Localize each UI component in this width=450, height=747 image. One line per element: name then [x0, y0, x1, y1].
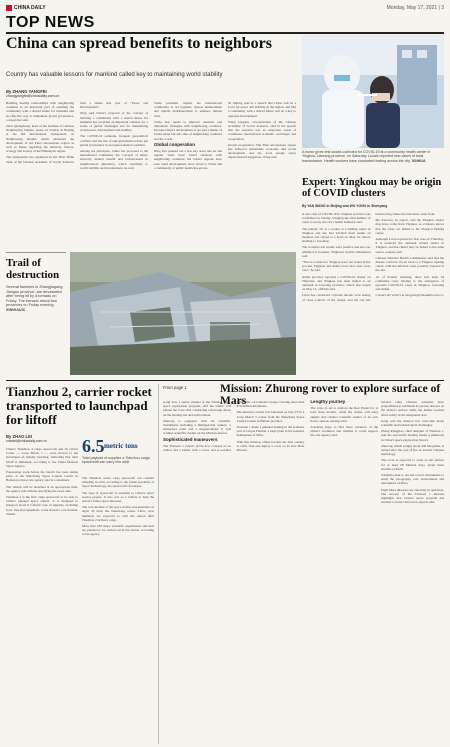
lead-paragraph: Some problems require the international community to act together, oppose unilateralism and uphold multilateralism to enhance mutual trust.	[154, 101, 222, 118]
lead-paragraph: Global cooperation: The Tibet autonomous region has achieved remarkable economic and social development and the local people enjoy unprecedented happiness, Wang said.	[228, 142, 296, 160]
mars-sidebar-body	[381, 400, 444, 743]
expert-paragraph: Ma Xiaowei, an expert, said the Yingkou cluster may have come from Yingkou, as evidence shows that the cases are linked to the Yingkou bathing center.	[375, 218, 444, 235]
tornado-damage-photo	[70, 252, 296, 375]
tianzhou-paragraph: More than 100 major scientific experiments and tests are planned to be carried out in the station, according to the agency.	[82, 524, 154, 537]
tianzhou-paragraph: China's Tianzhou 2 cargo spacecraft and its carrier rocket — Long March 7 — were moved to the launchpad on Sunday morning, indicating that their liftoff is imminent, according to the China Manned Space Agency.	[6, 447, 78, 468]
mars-paragraph: Tianwen 1 made a planned landing in the southern part of Utopia Planitia, a large plain in the northern hemisphere of Mars.	[236, 425, 305, 438]
lead-paragraph: The symposium was organized by the Tibet Think Tank of the Chinese Academy of Social Sciences with a theme this year of "Peace and Development".	[6, 101, 148, 164]
tianzhou-paragraph: The type of spacecraft is essential to China's space station project. It also acts as a vehicle to help the nation's future space missions.	[82, 490, 154, 504]
mars-sidebar-paragraph: The rover is expected to work on the surface for at least 90 Martian days, about three months on Earth.	[381, 458, 444, 471]
mars-sidebar-paragraph: Zhurong, which weighs about 240 kilograms, is named after the god of fire in ancient Chinese mythology.	[381, 443, 444, 457]
mars-paragraph: The Tianwen 1 robotic probe now consists of an orbiter and a lander with a rover, and it reached Mars after a 6.5-month voyage covering more than 470 million kilometers.	[163, 400, 305, 453]
covid-testing-photo	[302, 35, 444, 148]
expert-byline: By YAN WANG in Beijing and WU YONG in Shenyang	[302, 204, 388, 208]
trail-caption-text: Several factories in Zhangjiagang, Jiangsu province, are devastated after being hit by a tornado on Friday. The tornado struck two provinces on Friday evening.	[6, 285, 64, 308]
mars-paragraph: The rover is set to explore the Red Planet for at least three months, while the orbiter will relay signals and conduct scientific studies of its own from a remote sensing orbit.	[310, 406, 378, 423]
trail-caption-credit: XINHUA/IC	[6, 307, 26, 312]
section-rule	[6, 32, 444, 34]
tianzhou-paragraph: The Tianzhou series cargo spacecraft can conduct refueling in orbit, according to the China Academy of Space Technology, the spacecraft's developer.	[82, 476, 154, 489]
expert-paragraph: The woman's test results were positive and she was admitted to hospital, Yingkou's health commission said.	[302, 245, 371, 258]
trail-rule	[6, 252, 66, 253]
lead-paragraph: Xing said China's proposal of the concept of building a community with a shared future for mankind has provided an important solution for a series of global challenges and for maintaining world peace, development and stability.	[80, 111, 148, 133]
expert-contact: Contact the writers at yangyan@chinadaily.com.cn	[375, 293, 444, 298]
lead-paragraph: The COVID-19 outbreak, frequent geopolitical conflicts and the rise of anti-globalization have put global governance in an unprecedented condition.	[80, 134, 148, 147]
mars-paragraph: Geng Yan, a senior planner at the Chinese deep-space exploration program, said the lander will release the rover after conducting a thorough check on the landing site and environment.	[163, 400, 231, 417]
covid-photo-caption	[302, 150, 444, 163]
lead-deck: Country has valuable lessons for mankind called key to maintaining world stability	[6, 72, 223, 78]
tianzhou-paragraph: The core module of the space station was launched on April 29 from the Wenchang center. Three crew members are expected to visit the station after Tianzhou 2 delivers cargo.	[82, 505, 154, 522]
lead-paragraph: Wang Lingxiu, vice-president of the Chinese Academy of Social Sciences, said in his speech that the research was an important result of continuous international academic exchanges and cooperation.	[228, 119, 296, 141]
lead-paragraph: Zhou Qiangzheng, head of the Institute of Chinese Neighboring Studies, spoke on Sunday in Beijing at the 6th International Symposium on Neighboring Studies, which addressed the development of the Tibet autonomous region as well as issues regarding the ethnicity, history, ecology and society of the Himalayan region.	[6, 124, 74, 154]
expert-paragraph: Anhui province reported a COVID-19 cluster on Thursday, and Yingkou has been linked to an outbreak in Liaoning province, which also began on May 13, officials said.	[302, 274, 371, 292]
lead-paragraph: Building healthy relationships with neighboring countries is an important part of enabling the community with a shared future for mankind and an effective way to implement global governance, a researcher said.	[6, 101, 74, 122]
lead-paragraph: Xi Jinping said in a speech that China will be a force for peace and stability in the region, and that a community with a shared future will be a key to regional development.	[228, 101, 296, 118]
page-separator: |	[438, 5, 442, 11]
expert-paragraph: As of Sunday morning, there had been 34 confirmed cases relating to the emergence of sporadic COVID-19 cases in Yingkou, Liaoning and Anhui.	[375, 274, 444, 292]
lead-subhead: Global cooperation	[154, 141, 196, 147]
covid-caption-text: A nurse gives test swabs collected for COVID-19 at a community health center in Yingkou, Liaoning province, on Saturday. Locals reported new cases of local transmission. Health workers have conducted testing across the city.	[302, 150, 431, 163]
mars-sidebar-paragraph: Eight Mars missions are currently in operation. The success of the Tianwen 1 mission highlights that China's space program has reached a world-class level, experts said.	[381, 487, 444, 505]
tianzhou-paragraph: Preparation work before the launch has been taking place at the Wenchang Space Launch Center in Hainan province, the agency said in a statement.	[6, 470, 78, 483]
mars-subhead: Lengthy journey	[310, 400, 346, 404]
mars-paragraph: Zhurong is equipped with six scientific instruments including a multispectral camera, a subsurface radar and a magnetometer. It will conduct scientific studies on the Martian surface.	[163, 418, 231, 436]
logo-text: CHINA DAILY	[14, 5, 46, 11]
column-divider	[158, 384, 159, 744]
expert-paragraph: The patient, 50, is a worker at a bathing center in Yingkou and she had traveled from Anhui on business and stayed at a hotel on May 14, before heading to Liaoning.	[302, 226, 371, 244]
logo-icon	[6, 5, 12, 11]
lead-paragraph: China also needs to improve relations and diplomatic strategies with neighboring countries, because China's development is not just a matter of China alone but also that of neighboring countries and the world.	[154, 119, 222, 141]
mars-subhead: Sophisticated maneuvers	[163, 436, 218, 442]
expert-paragraph: Lu'an has conducted citywide nucleic acid testing of close contacts of the cluster, and the city has been tracing where the infections came from.	[302, 212, 436, 302]
mars-paragraph: With this mission, China became the first country to orbit, land and deploy a rover on its first Mars mission.	[236, 439, 305, 453]
tianzhou-body-col-2	[82, 476, 154, 743]
mars-from-page: From page 1	[163, 385, 187, 390]
lead-email: zhangyangfei@chinadaily.com.cn	[6, 94, 60, 98]
mars-body	[163, 400, 378, 743]
tianzhou-paragraph: The vehicle will be launched at an appropriate time, the agency said without specifying the exact date.	[6, 484, 78, 493]
lead-paragraph: Among the principles, China has proposed to the international community the concepts of amity, sincerity, mutual benefit and inclusiveness in neighborhood diplomacy, which contribute to world stability and development, he said.	[80, 149, 148, 170]
trail-headline: Trail of destruction	[6, 257, 60, 281]
expert-body	[302, 212, 444, 376]
covid-testing-illustration	[302, 35, 444, 148]
issue-info	[387, 5, 444, 11]
issue-date: Monday, May 17, 2021	[386, 5, 438, 11]
page-number: 3	[441, 5, 444, 11]
stat-unit: metric tons	[104, 442, 138, 450]
mars-sidebar-paragraph: Zhang Rongqiao, chief designer of Tianwen 1, said the successful landing marks a milestone in China's space exploration history.	[381, 429, 444, 442]
covid-caption-credit: XINHUA	[411, 158, 426, 163]
stat-caption: Total payload of supplies a Tianzhou cargo spacecraft can carry into orbit	[82, 456, 150, 465]
section-title: TOP NEWS	[6, 14, 95, 31]
lead-paragraph: Xing also pointed out a few key areas that he and regular visits have found relations with neighboring countries: the border regions have seen rapid development, more travel to China and a community of public health has grown.	[154, 149, 222, 170]
tianzhou-paragraph: Tianzhou 2 is the first cargo spacecraft to be sent to China's planned space station. It is designed to transport about 6.5 metric tons of supplies, including food, fuel and equipment, to the station's core module, Tianhe.	[6, 495, 78, 516]
china-daily-logo	[6, 5, 46, 11]
mars-sidebar-paragraph: Scientists plan to use the rover's instruments to study the topography, soil, environment and atmosphere of Mars.	[381, 473, 444, 486]
expert-paragraph: Although Lu'an reported its first case on Thursday, it is believed the outbreak started earlier in Yingkou, and the cluster may be linked to the same source, experts said.	[375, 237, 444, 254]
lead-headline: China can spread benefits to neighbors	[6, 35, 272, 52]
lead-body	[6, 101, 296, 249]
tornado-damage-illustration	[70, 252, 296, 375]
lead-byline: By ZHANG YANGFEI	[6, 89, 47, 94]
mars-sidebar-paragraph: Geng said the mission has overcome many scientific and technological challenges.	[381, 418, 444, 428]
mars-headline: Mission: Zhurong rover to explore surface of Mars	[220, 383, 441, 407]
mars-sidebar-paragraph: Several other Chinese scientists have programmed to landmark its precise descent on the planet's surface while the lander touched down safely in the designated area.	[381, 400, 444, 417]
mars-paragraph: Scientists hope to find more evidence of the planet's evolution and whether it could support life, the agency said.	[310, 425, 378, 438]
stat-value: 6.5	[82, 436, 105, 456]
mars-paragraph: The mission's orbiter was launched on July 23 by a Long March 5 rocket from the Wenchang Space Launch Center in Hainan province.	[236, 410, 305, 423]
expert-paragraph: A new case of COVID-19 in Yingkou province was confirmed on Sunday, bringing the total number of cases to seven, the city's health authority said.	[302, 212, 371, 225]
trail-caption	[6, 285, 66, 313]
expert-headline: Expert: Yingkou may be origin of COVID clusters	[302, 177, 442, 199]
expert-paragraph: "The two related to Yingkou were not found in the process. Yingkou and Anhui prove that cases cross over," he said.	[302, 260, 371, 273]
tianzhou-headline: Tianzhou 2, carrier rocket transported to launchpad for liftoff	[6, 384, 152, 427]
tianzhou-email: zhaolei@chinadaily.com.cn	[6, 439, 47, 443]
tianzhou-byline: By ZHAO LEI	[6, 434, 33, 439]
expert-paragraph: Chinese National Health Commission said that the disease could be traced back to a Yingkou bathing center, with the infected cases possibly exposed at the site.	[375, 255, 444, 273]
tianzhou-body-col-1	[6, 447, 78, 743]
mid-rule	[6, 380, 444, 381]
masthead	[6, 3, 444, 13]
